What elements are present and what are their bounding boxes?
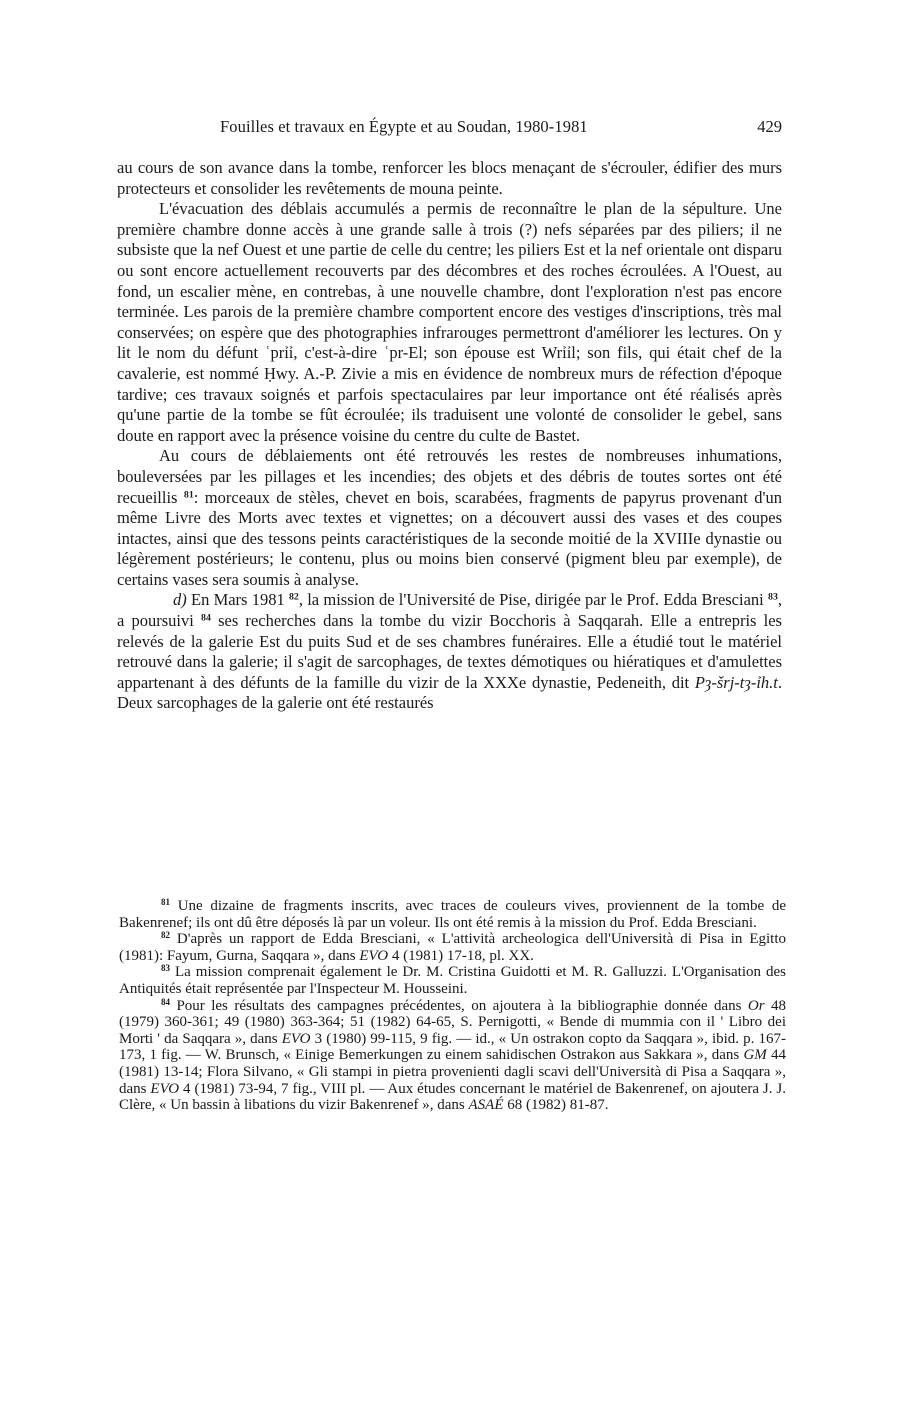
footnote-number: 82 [161,930,170,941]
running-title: Fouilles et travaux en Égypte et au Soudan, 1980-1981 [220,117,588,136]
footnote-81 [119,898,786,931]
paragraph-4-text-c: , a poursuivi [117,590,782,631]
paragraph-3 [117,446,782,590]
paragraph-4-text-e: . Deux sarcophages de la galerie ont été restaurés [117,672,782,713]
paragraph-1: au cours de son avance dans la tombe, renforcer les blocs menaçant de s'écrouler, édifier des murs protecteurs et consolider les revêtements de mouna peinte. [117,158,782,198]
journal-abbrev: EVO [359,947,389,964]
footnote-number: 81 [161,897,170,908]
paragraph-2: L'évacuation des déblais accumulés a permis de reconnaître le plan de la sépulture. Une première chambre donne accès à une grande salle à trois (?) nefs séparées par des piliers; il ne subsiste que la nef Ouest et une partie de celle du centre; les piliers Est et la nef orientale ont disparu ou sont encore actuellement recouverts par des décombres et des roches écroulées. A l'Ouest, au fond, un escalier mène, en contrebas, à une nouvelle chambre, dont l'exploration n'est pas encore terminée. Les parois de la première chambre comportent encore des vestiges d'inscriptions, très mal conservées; on espère que des photographies infrarouges permettront d'améliorer les lectures. On y lit le nom du défunt ʿprỉỉ, c'est-à-dire ʿpr-El; son épouse est Wrỉỉl; son fils, qui était chef de la cavalerie, est nommé Ḥwy. A.-P. Zivie a mis en évidence de nombreux murs de réfection d'époque tardive; ces travaux soignés et parfois spectaculaires par leur importance ont été réalisés après qu'une partie de la tombe se fût écroulée; ils traduisent une volonté de consolider le gebel, sans doute en rapport avec la présence voisine du centre du culte de Bastet. [117,199,782,445]
paragraph-3-text-b: : morceaux de stèles, chevet en bois, scarabées, fragments de papyrus provenant d'un même Livre des Morts avec textes et vignettes; on a découvert aussi des vases et des coupes intactes, ainsi que des tessons peints caractéristiques de la seconde moitié de la XVIIIe dynastie ou légèrement postérieurs; le contenu, plus ou moins bien conservé (pigment bleu par exemple), de certains vases sera soumis à analyse. [117,487,782,589]
footnote-ref-81: 81 [183,489,194,501]
footnote-text: D'après un rapport de Edda Bresciani, « L'attività archeologica dell'Università di Pisa in Egitto (1981): Fayum, Gurna, Saqqara », dans [119,931,786,964]
footnote-text: La mission comprenait également le Dr. M. Cristina Guidotti et M. R. Galluzzi. L'Organisation des Antiquités était représentée par l'Inspecteur M. Housseini. [119,964,786,997]
paragraph-4-text-d: ses recherches dans la tombe du vizir Bocchoris à Saqqarah. Elle a entrepris les relevés de la galerie Est du puits Sud et de ses chambres funéraires. Elle a étudié tout le matériel retrouvé dans la galerie; il s'agit de sarcophages, de textes démotiques ou hiératiques et d'amulettes appartenant à des défunts de la famille du vizir de la XXXe dynastie, Pedeneith, dit [117,611,782,692]
journal-abbrev: Or [747,997,765,1014]
footnote-text: Une dizaine de fragments inscrits, avec traces de couleurs vives, proviennent de la tombe de Bakenrenef; ils ont dû être déposés là par un voleur. Ils ont été remis à la mission du Prof. Edda Bresciani. [119,898,786,931]
footnote-text: 48 (1979) 360-361; 49 (1980) 363-364; 51 (1982) 64-65, S. Pernigotti, « Bende di mummia con il ' Libro dei Morti ' da Saqqara », dans [119,997,787,1047]
footnote-83 [119,964,786,997]
footnote-text: 4 (1981) 17-18, pl. XX. [388,947,534,964]
footnote-text: Pour les résultats des campagnes précédentes, on ajoutera à la bibliographie donnée dans [170,997,748,1014]
footnote-number: 83 [161,963,170,974]
paragraph-3-text-a: Au cours de déblaiements ont été retrouvés les restes de nombreuses inhumations, bouleversées par les pillages et les incendies; des objets et des débris de toutes sortes ont été recueillis [117,446,782,507]
footnote-number: 84 [161,996,170,1007]
footnote-text: 4 (1981) 73-94, 7 fig., VIII pl. — Aux études concernant le matériel de Bakenrenef, on ajoutera J. J. Clère, « Un bassin à libations du vizir Bakenrenef », dans [119,1080,786,1114]
footnote-text: 68 (1982) 81-87. [503,1097,609,1114]
footnote-ref-82: 82 [288,592,299,604]
journal-abbrev: EVO [150,1080,180,1097]
footnote-text: 3 (1980) 99-115, 9 fig. — id., « Un ostrakon copto da Saqqara », ibid. p. 167-173, 1 fig. — W. Brunsch, « Einige Bemerkungen zu einem sahidischen Ostrakon aus Sakkara », dans [119,1030,787,1064]
body-text [117,158,782,714]
journal-abbrev: GM [743,1047,767,1064]
section-label-d: d) [173,590,187,610]
paragraph-4 [117,590,782,714]
paragraph-4-text-a: En Mars 1981 [186,590,289,610]
journal-abbrev: EVO [281,1030,311,1047]
footnote-84 [119,998,786,1114]
paragraph-4-text-b: , la mission de l'Université de Pise, dirigée par le Prof. Edda Bresciani [298,590,768,610]
footnote-82 [119,931,786,964]
footnote-text: 44 (1981) 13-14; Flora Silvano, « Gli stampi in pietra provenienti dagli scavi dell'Università di Pisa a Saqqara », dans [119,1047,787,1097]
egyptian-name: Pȝ-šrj-tȝ-ỉh.t [694,672,778,692]
footnote-ref-84: 84 [201,612,211,624]
journal-abbrev: ASAÉ [468,1097,504,1114]
footnote-ref-83: 83 [768,592,778,604]
footnotes [119,898,786,1114]
page-number: 429 [757,117,782,136]
